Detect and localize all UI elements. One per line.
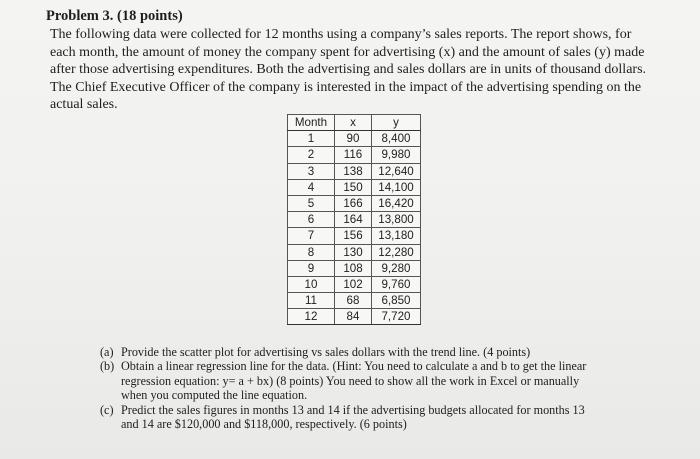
cell-month: 11 — [288, 293, 335, 309]
cell-y: 12,640 — [372, 163, 421, 179]
table-row — [288, 260, 421, 276]
data-table — [287, 114, 421, 325]
intro-line: each month, the amount of money the company spent for advertising (x) and the amount of sales (y) made — [50, 44, 645, 60]
table-row — [288, 276, 421, 292]
question-text-line: Obtain a linear regression line for the data. (Hint: You need to calculate a and b to get the linear — [121, 359, 587, 374]
cell-x: 116 — [335, 147, 372, 163]
header-y: y — [372, 115, 421, 131]
table-row — [288, 131, 421, 147]
cell-y: 13,180 — [372, 228, 421, 244]
cell-month: 1 — [288, 131, 335, 147]
cell-y: 16,420 — [372, 195, 421, 211]
cell-month: 12 — [288, 309, 335, 325]
question-text-line: regression equation: y= a + bx) (8 points) You need to show all the work in Excel or manually — [121, 373, 580, 388]
question-marker: (c) — [100, 402, 114, 417]
question-text-line: Predict the sales figures in months 13 and 14 if the advertising budgets allocated for months 13 — [121, 402, 585, 417]
cell-x: 156 — [335, 228, 372, 244]
cell-x: 102 — [335, 276, 372, 292]
data-table-container — [287, 114, 421, 325]
question-text-line: Provide the scatter plot for advertising vs sales dollars with the trend line. (4 points) — [121, 345, 531, 359]
table-row — [288, 195, 421, 211]
question-marker: (a) — [100, 345, 114, 359]
intro-line: actual sales. — [50, 97, 118, 113]
problem-intro — [50, 26, 675, 114]
cell-month: 5 — [288, 195, 335, 211]
cell-y: 12,280 — [372, 244, 421, 260]
question-marker: (b) — [100, 359, 115, 374]
cell-x: 130 — [335, 244, 372, 260]
table-row — [288, 244, 421, 260]
intro-line: The Chief Executive Officer of the company is interested in the impact of the advertising spending on the — [50, 79, 642, 95]
cell-month: 6 — [288, 212, 335, 228]
header-month: Month — [288, 115, 335, 131]
cell-y: 14,100 — [372, 179, 421, 195]
cell-x: 164 — [335, 212, 372, 228]
table-row — [288, 293, 421, 309]
cell-month: 2 — [288, 147, 335, 163]
intro-line: The following data were collected for 12 months using a company’s sales reports. The report shows, for — [50, 27, 632, 42]
cell-month: 8 — [288, 244, 335, 260]
question-item — [100, 345, 660, 359]
table-row — [288, 228, 421, 244]
cell-month: 4 — [288, 179, 335, 195]
cell-y: 8,400 — [372, 131, 421, 147]
cell-month: 3 — [288, 163, 335, 179]
cell-x: 150 — [335, 179, 372, 195]
cell-y: 9,760 — [372, 276, 421, 292]
cell-month: 10 — [288, 276, 335, 292]
question-item — [100, 403, 660, 432]
header-x: x — [335, 115, 372, 131]
cell-x: 138 — [335, 163, 372, 179]
table-row — [288, 179, 421, 195]
table-body — [288, 131, 421, 325]
table-row — [288, 147, 421, 163]
problem-title: Problem 3. (18 points) — [46, 8, 183, 24]
cell-y: 6,850 — [372, 293, 421, 309]
cell-y: 7,720 — [372, 309, 421, 325]
intro-line: after those advertising expenditures. Both the advertising and sales dollars are in units of thousand dollars. — [50, 62, 647, 78]
cell-month: 9 — [288, 260, 335, 276]
cell-y: 9,280 — [372, 260, 421, 276]
question-text-line: and 14 are $120,000 and $118,000, respectively. (6 points) — [121, 417, 407, 432]
cell-y: 9,980 — [372, 147, 421, 163]
table-header-row — [288, 115, 421, 131]
cell-x: 108 — [335, 260, 372, 276]
table-row — [288, 212, 421, 228]
cell-x: 166 — [335, 195, 372, 211]
cell-x: 68 — [335, 293, 372, 309]
cell-x: 90 — [335, 131, 372, 147]
question-text-line: when you computed the line equation. — [121, 388, 308, 403]
table-row — [288, 163, 421, 179]
cell-x: 84 — [335, 309, 372, 325]
cell-month: 7 — [288, 228, 335, 244]
table-row — [288, 309, 421, 325]
question-list — [100, 345, 660, 431]
cell-y: 13,800 — [372, 212, 421, 228]
question-item — [100, 359, 660, 402]
